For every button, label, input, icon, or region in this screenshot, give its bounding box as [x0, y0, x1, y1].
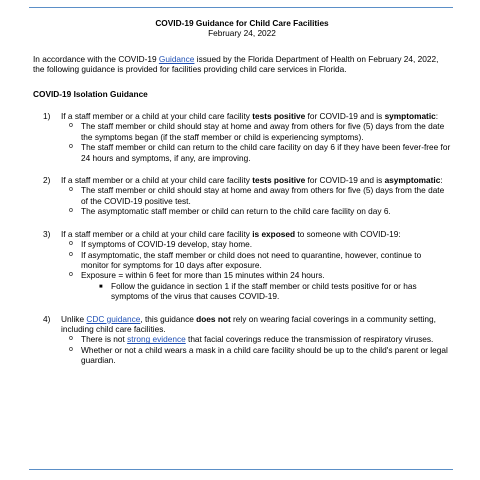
- item-text-part: to someone with COVID-19:: [295, 228, 401, 239]
- intro-text-end: issued by the Florida Department of Health on February 24, 2022, the following guidance is provided for facilities providing child care services in Florida.: [33, 53, 439, 75]
- document-page: [33, 18, 451, 366]
- item-text-part: If a staff member or a child at your child care facility: [61, 228, 253, 239]
- list-item-1: [33, 111, 451, 163]
- sub-sub-item-text: Follow the guidance in section 1 if the staff member or child tests positive for or has symptoms of the virus that causes COVID-19.: [111, 280, 417, 302]
- list-item-3: [33, 229, 451, 302]
- sub-item: [53, 239, 451, 249]
- item-text-part: :: [440, 175, 443, 186]
- sub-item: [53, 270, 451, 280]
- sub-item: [53, 121, 451, 142]
- item-text-part: If a staff member or a child at your child care facility: [61, 111, 253, 122]
- item-text: [53, 314, 451, 335]
- circle-bullet-icon: o: [69, 207, 73, 215]
- sub-item: [53, 250, 451, 271]
- circle-bullet-icon: o: [69, 143, 73, 151]
- item-bold-text: does not: [196, 313, 231, 324]
- item-bold-text: symptomatic: [384, 111, 436, 122]
- item-number: 2): [43, 175, 51, 186]
- item-text-part: rely on wearing facial coverings in a community setting, including child care facilities.: [61, 313, 436, 334]
- guidance-link[interactable]: Guidance: [158, 53, 195, 64]
- sub-item: [53, 334, 451, 344]
- list-item-2: [33, 175, 451, 217]
- sub-sub-item: [53, 281, 451, 302]
- sub-item-text: There is not: [81, 334, 128, 345]
- sub-item-text: Exposure = within 6 feet for more than 15 minutes within 24 hours.: [81, 270, 325, 281]
- circle-bullet-icon: o: [69, 271, 73, 279]
- cdc-guidance-link[interactable]: CDC guidance: [86, 313, 141, 324]
- intro-text-start: In accordance with the COVID-19: [33, 53, 159, 64]
- section-heading: COVID-19 Isolation Guidance: [33, 88, 148, 99]
- circle-bullet-icon: o: [69, 240, 73, 248]
- sub-item-text: If asymptomatic, the staff member or child does not need to quarantine, however, continue to monitor for symptoms for 10 days after exposure.: [81, 249, 422, 270]
- item-text: [53, 175, 451, 185]
- sub-item: [53, 206, 451, 216]
- circle-bullet-icon: o: [69, 186, 73, 194]
- document-title: COVID-19 Guidance for Child Care Facilities: [155, 18, 329, 28]
- sub-item-text: The staff member or child should stay at home and away from others for five (5) days from the date the symptoms began (if the staff member or child is experiencing symptoms).: [81, 121, 445, 142]
- circle-bullet-icon: o: [69, 250, 73, 258]
- item-text-part: for COVID-19 and is: [305, 175, 385, 186]
- item-number: 3): [43, 228, 51, 239]
- sub-item-text: Whether or not a child wears a mask in a child care facility should be up to the child's parent or legal guardian.: [81, 344, 448, 366]
- item-text-part: :: [435, 111, 439, 122]
- item-text-part: If a staff member or a child at your child care facility: [61, 175, 253, 186]
- item-text: [53, 229, 451, 239]
- item-bold-text: tests positive: [252, 175, 306, 186]
- item-text-part: for COVID-19 and is: [305, 111, 385, 122]
- sub-item: [53, 345, 451, 366]
- header-rule: [29, 7, 453, 8]
- footer-rule: [29, 469, 453, 470]
- item-text-part: , this guidance: [140, 313, 197, 324]
- sub-item-text: The staff member or child should stay at home and away from others for five (5) days from the date of the COVID-19 positive test.: [81, 185, 445, 206]
- item-bold-text: is exposed: [252, 228, 296, 239]
- intro-paragraph: [33, 54, 451, 75]
- sub-item-text: If symptoms of COVID-19 develop, stay home.: [81, 239, 253, 250]
- list-item-4: [33, 314, 451, 366]
- document-date: February 24, 2022: [208, 28, 276, 39]
- sub-item: [53, 142, 451, 163]
- circle-bullet-icon: o: [69, 335, 73, 343]
- sub-item-text: that facial coverings reduce the transmission of respiratory viruses.: [185, 334, 434, 345]
- circle-bullet-icon: o: [69, 122, 73, 130]
- item-text-part: Unlike: [61, 313, 87, 324]
- sub-item: [53, 185, 451, 206]
- circle-bullet-icon: o: [69, 345, 73, 353]
- item-bold-text: tests positive: [252, 111, 306, 122]
- sub-item-text: The asymptomatic staff member or child can return to the child care facility on day 6.: [81, 206, 391, 217]
- item-number: 1): [43, 111, 51, 122]
- item-number: 4): [43, 313, 51, 324]
- sub-item-text: The staff member or child can return to the child care facility on day 6 if they have been fever-free for 24 hours and symptoms, if any, are improving.: [81, 142, 451, 163]
- item-text: [53, 111, 451, 121]
- item-bold-text: asymptomatic: [384, 175, 441, 186]
- strong-evidence-link[interactable]: strong evidence: [127, 334, 186, 345]
- square-bullet-icon: ■: [99, 283, 103, 290]
